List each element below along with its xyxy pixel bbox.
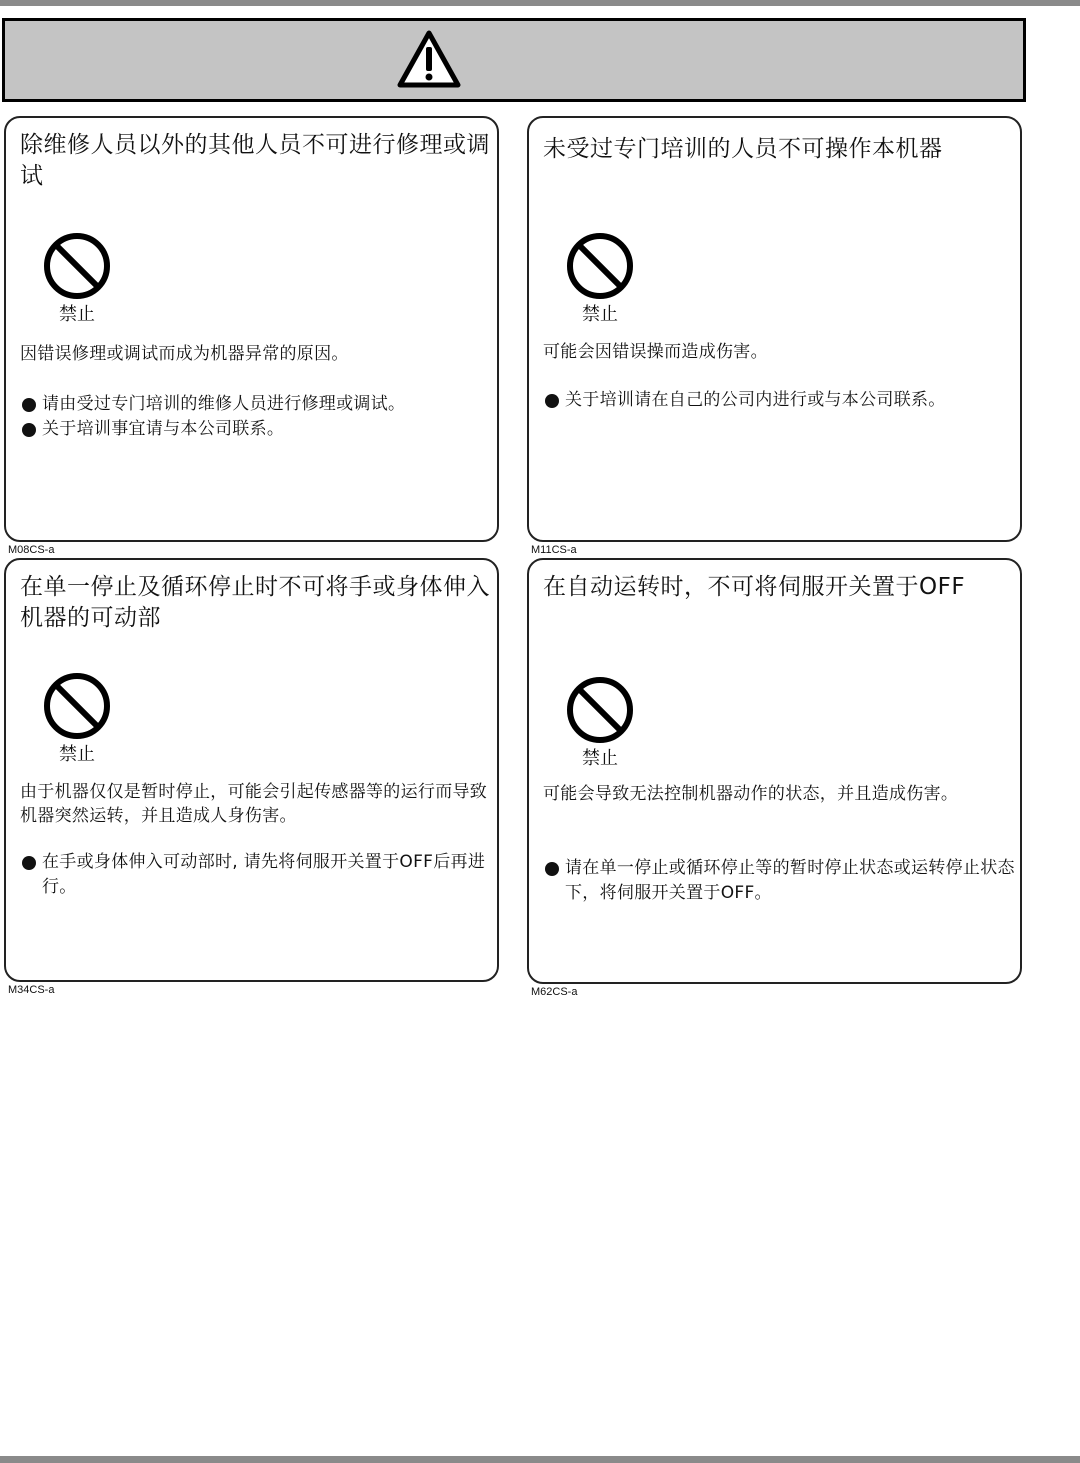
panel-code: M08CS-a [8, 544, 55, 556]
safety-panel-1 [4, 116, 499, 542]
panel-description: 由于机器仅仅是暂时停止，可能会引起传感器等的运行而导致机器突然运转，并且造成人身伤害。 [20, 782, 488, 826]
bullet-item: 关于培训事宜请与本公司联系。 [20, 417, 498, 442]
panel-title: 除维修人员以外的其他人员不可进行修理或调试 [20, 132, 490, 189]
safety-panel-4 [527, 558, 1022, 984]
panel-title: 未受过专门培训的人员不可操作本机器 [543, 136, 943, 162]
bullet-item: 请在单一停止或循环停止等的暂时停止状态或运转停止状态下，将伺服开关置于OFF。 [543, 856, 1021, 906]
bullet-item: 在手或身体伸入可动部时, 请先将伺服开关置于OFF后再进行。 [20, 850, 498, 900]
bullet-dot-icon [22, 398, 36, 412]
prohibit-label: 禁止 [582, 748, 618, 769]
panel-description: 因错误修理或调试而成为机器异常的原因。 [20, 344, 349, 364]
top-rule [0, 0, 1080, 6]
panel-code: M62CS-a [531, 986, 578, 998]
bullet-dot-icon [22, 856, 36, 870]
panel-description: 可能会导致无法控制机器动作的状态，并且造成伤害。 [543, 784, 959, 804]
bottom-rule [0, 1456, 1080, 1463]
prohibit-label: 禁止 [59, 304, 95, 325]
bullet-item: 请由受过专门培训的维修人员进行修理或调试。 [20, 392, 498, 417]
prohibition-mark [565, 232, 635, 326]
panel-bullets [20, 392, 498, 442]
panel-description: 可能会因错误操而造成伤害。 [543, 342, 768, 362]
bullet-dot-icon [545, 394, 559, 408]
prohibition-icon [43, 672, 111, 740]
safety-panel-2 [527, 116, 1022, 542]
prohibition-mark [42, 672, 112, 766]
panel-bullets [543, 388, 1021, 413]
safety-panel-3 [4, 558, 499, 982]
prohibition-mark [565, 676, 635, 770]
prohibition-icon [566, 676, 634, 744]
bullet-dot-icon [22, 423, 36, 437]
bullet-item: 关于培训请在自己的公司内进行或与本公司联系。 [543, 388, 1021, 413]
prohibition-mark [42, 232, 112, 326]
prohibit-label: 禁止 [59, 744, 95, 765]
prohibition-icon [43, 232, 111, 300]
warning-banner [2, 18, 1026, 102]
warning-triangle-icon [397, 29, 461, 89]
bullet-dot-icon [545, 862, 559, 876]
panel-bullets [20, 850, 498, 900]
panel-title: 在自动运转时，不可将伺服开关置于OFF [543, 574, 966, 600]
panel-code: M34CS-a [8, 984, 55, 996]
prohibition-icon [566, 232, 634, 300]
panel-title: 在单一停止及循环停止时不可将手或身体伸入机器的可动部 [20, 574, 490, 631]
panel-code: M11CS-a [531, 544, 577, 556]
prohibit-label: 禁止 [582, 304, 618, 325]
panel-bullets [543, 856, 1021, 906]
